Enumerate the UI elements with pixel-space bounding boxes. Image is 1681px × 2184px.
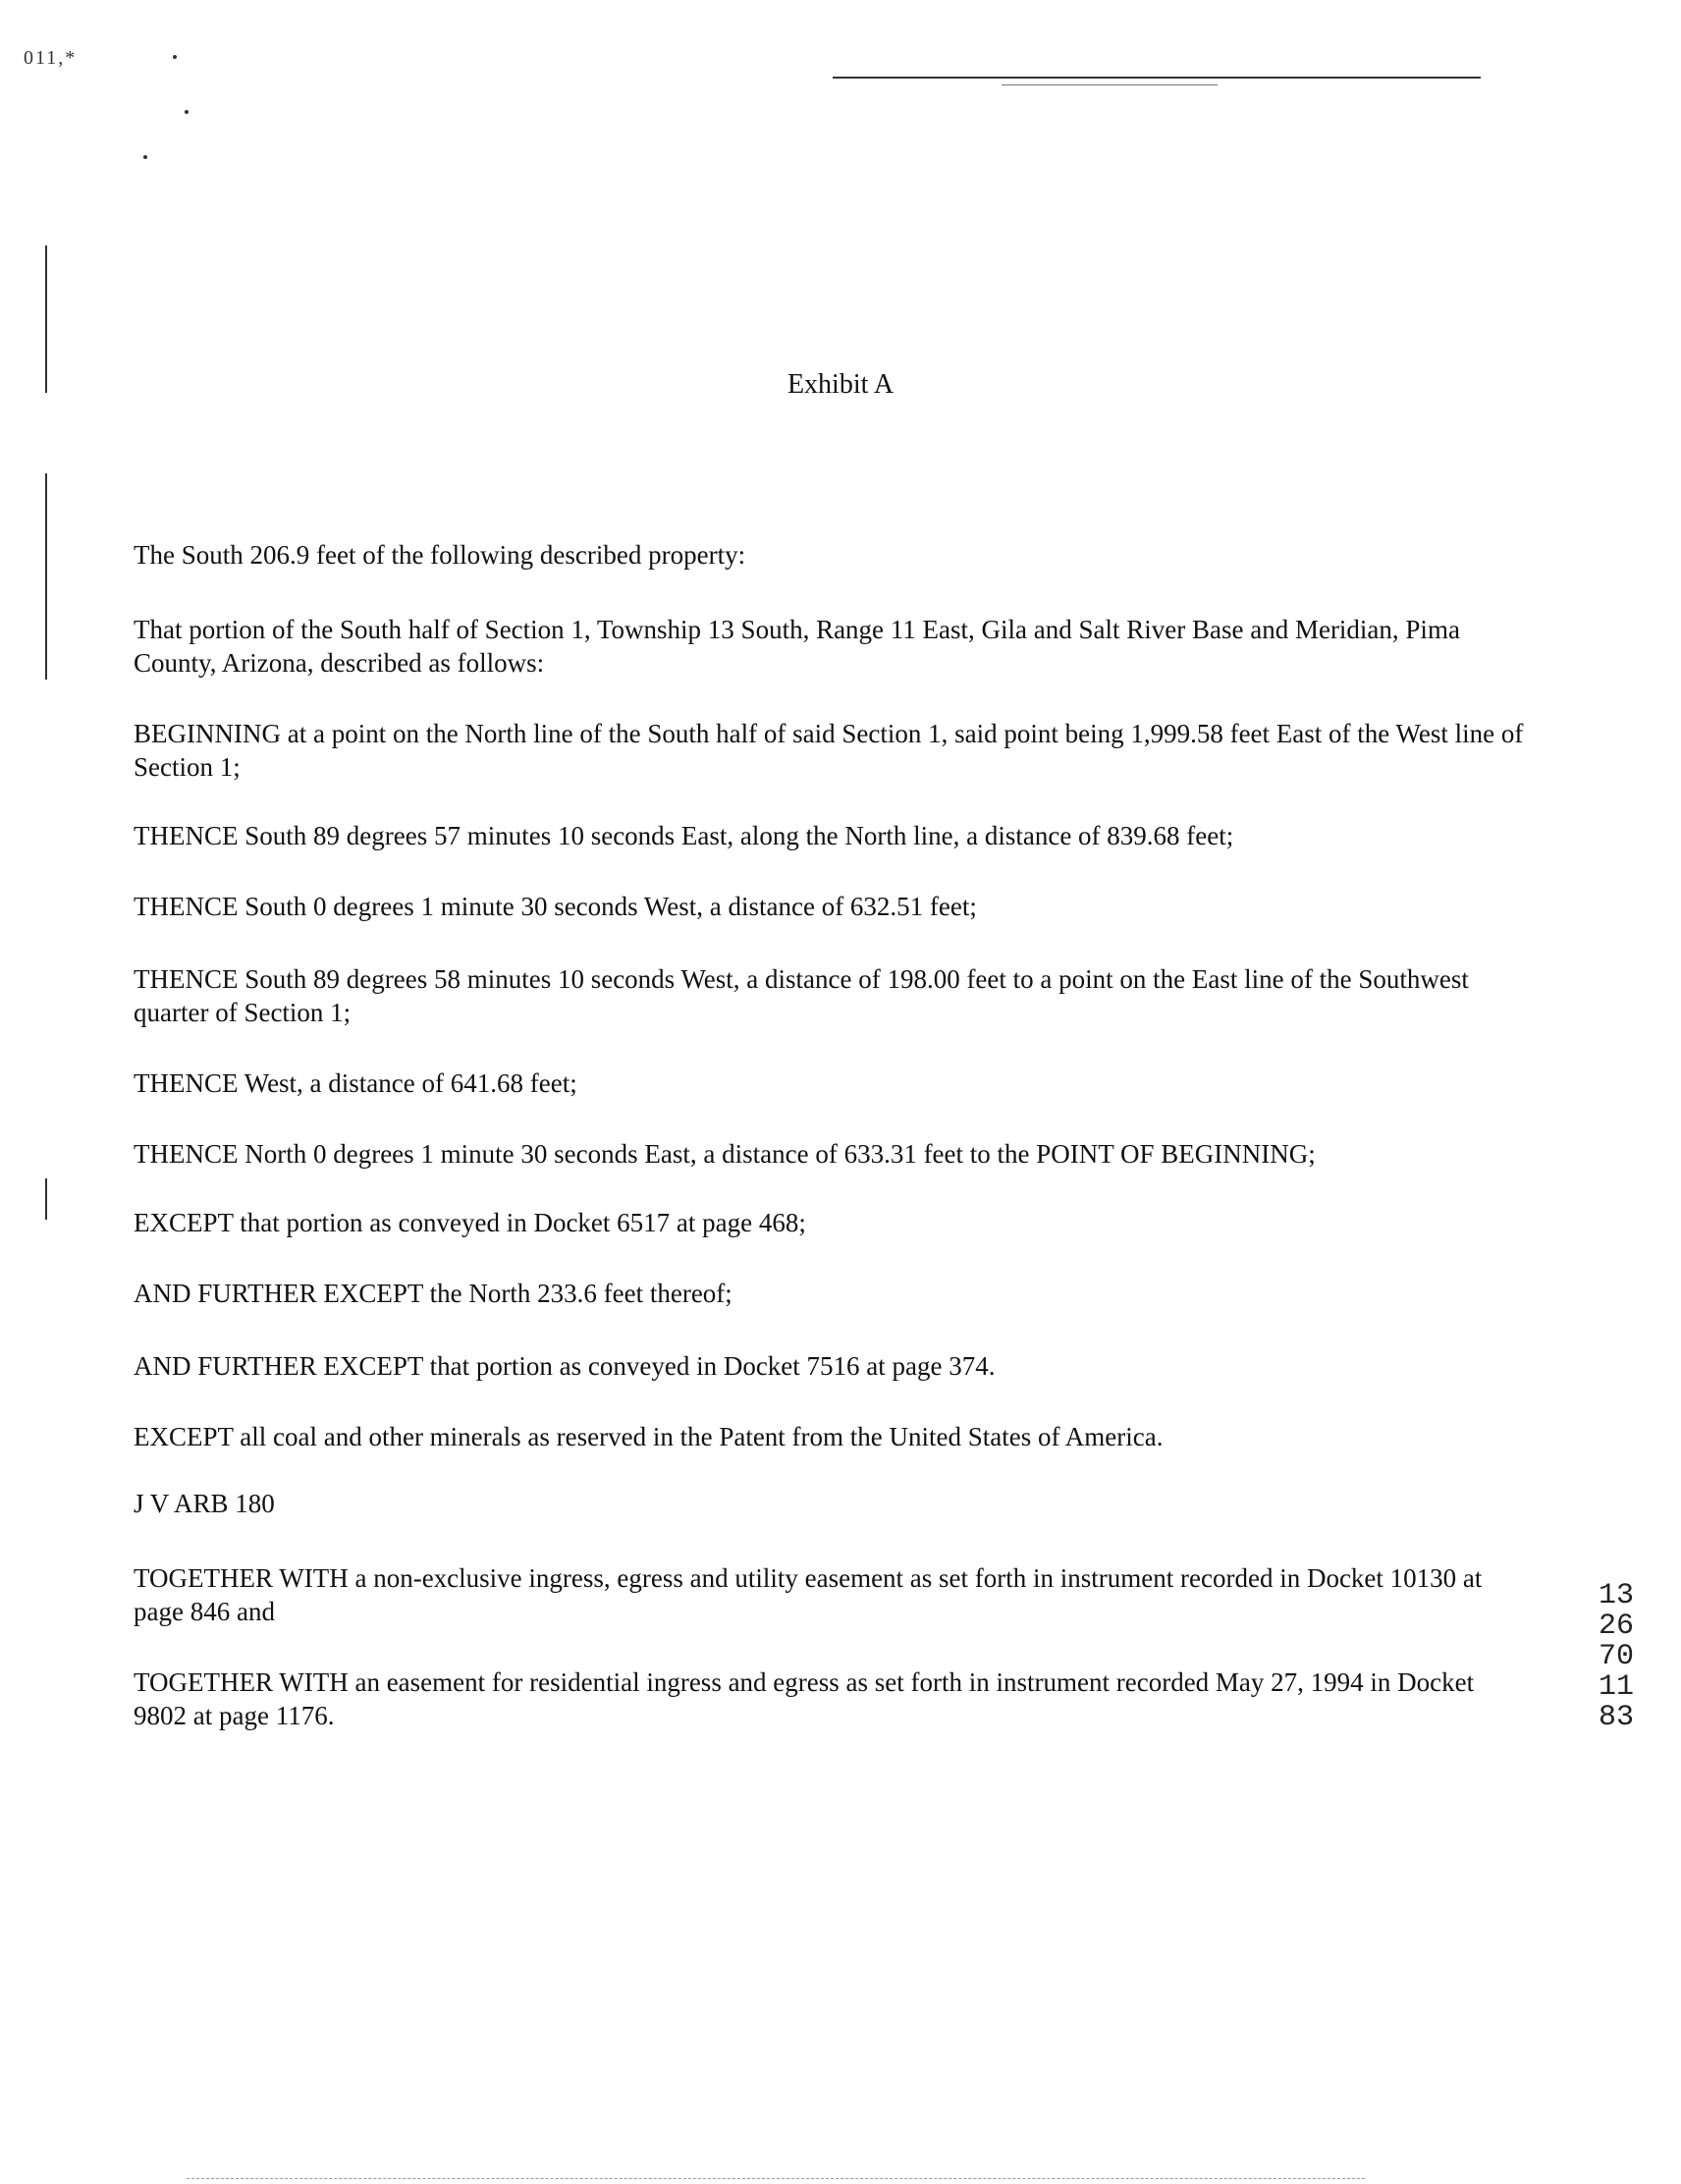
paragraph-except-2: AND FURTHER EXCEPT the North 233.6 feet thereof; [134,1279,732,1308]
scan-edge-mark [45,473,47,680]
scan-speck [173,55,177,59]
bottom-rule [187,2178,1365,2179]
paragraph-except-1: EXCEPT that portion as conveyed in Docket 6517 at page 468; [134,1208,806,1237]
corner-mark: 011,* [24,47,78,69]
paragraph-together-1: TOGETHER WITH a non-exclusive ingress, egress and utility easement as set forth in instrument recorded in Docket 10130 at page 846 and [134,1563,1483,1626]
paragraph-together-2: TOGETHER WITH an easement for residential ingress and egress as set forth in instrument recorded May 27, 1994 in Docket 9802 at page 1176. [134,1667,1475,1730]
document-title: Exhibit A [786,369,895,400]
paragraph-portion: That portion of the South half of Section 1, Township 13 South, Range 11 East, Gila and Salt River Base and Meridian, Pima County, Arizona, described as follows: [134,615,1460,678]
side-stamp: 1326701183 [1598,1579,1634,1734]
paragraph-thence-4: THENCE West, a distance of 641.68 feet; [134,1068,577,1098]
scan-edge-mark [45,1178,47,1220]
paragraph-intro: The South 206.9 feet of the following described property: [134,540,746,570]
top-rule-secondary [1002,84,1218,85]
paragraph-thence-5: THENCE North 0 degrees 1 minute 30 seconds East, a distance of 633.31 feet to the POINT OF BEGINNING; [134,1139,1316,1169]
paragraph-except-minerals: EXCEPT all coal and other minerals as reserved in the Patent from the United States of America. [134,1422,1164,1451]
paragraph-thence-3: THENCE South 89 degrees 58 minutes 10 seconds West, a distance of 198.00 feet to a point on the East line of the Southwest quarter of Section 1; [134,964,1469,1027]
paragraph-except-3: AND FURTHER EXCEPT that portion as conveyed in Docket 7516 at page 374. [134,1351,996,1381]
top-rule [833,77,1481,79]
paragraph-thence-1: THENCE South 89 degrees 57 minutes 10 seconds East, along the North line, a distance of 839.68 feet; [134,821,1234,850]
paragraph-reference: J V ARB 180 [134,1489,275,1518]
paragraph-beginning: BEGINNING at a point on the North line of the South half of said Section 1, said point being 1,999.58 feet East of the West line of Section 1; [134,719,1524,782]
paragraph-thence-2: THENCE South 0 degrees 1 minute 30 seconds West, a distance of 632.51 feet; [134,892,977,921]
scan-speck [185,110,189,114]
scan-speck [143,155,147,159]
